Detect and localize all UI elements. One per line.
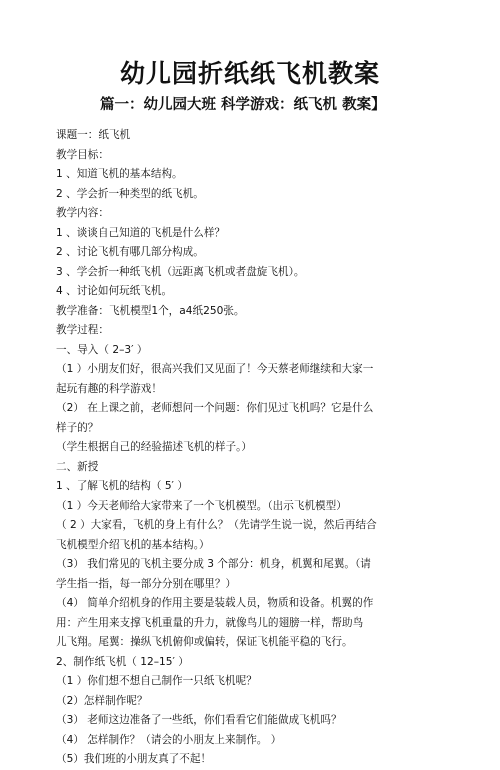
- text-line: （5）我们班的小朋友真了不起！: [56, 753, 212, 765]
- text-line: 课题一：纸飞机: [56, 129, 131, 141]
- text-line: （3） 我们常见的飞机主要分成 3 个部分：机身，机翼和尾翼。（请: [56, 558, 371, 570]
- text-line: 2 、学会折一种类型的纸飞机。: [56, 187, 204, 200]
- text-line: （4） 怎样制作？（请会的小朋友上来制作。 ）: [56, 733, 282, 746]
- text-line: 1 、了解飞机的结构（ 5′ ）: [56, 480, 188, 492]
- text-line: （3） 老师这边准备了一些纸，你们看看它们能做成飞机吗？: [56, 714, 342, 726]
- text-line: 样子的？: [56, 421, 99, 434]
- text-line: 飞机模型介绍飞机的基本结构。）: [56, 538, 210, 551]
- document-title: 幼儿园折纸纸飞机教案: [119, 59, 380, 88]
- text-line: （学生根据自己的经验描述飞机的样子。）: [56, 441, 252, 453]
- text-line: 学生指一指，每一部分分别在哪里？）: [56, 577, 237, 590]
- text-line: 教学过程：: [56, 324, 109, 336]
- document-body: [56, 126, 476, 770]
- document-subtitle: 篇一：幼儿园大班 科学游戏：纸飞机 教案】: [100, 97, 386, 113]
- text-line: 1 、谈谈自己知道的飞机是什么样？: [56, 226, 226, 239]
- text-line: 4 、讨论如何玩纸飞机。: [56, 285, 173, 297]
- text-line: 儿飞翔。尾翼：操纵飞机俯仰或偏转，保证飞机能平稳的飞行。: [56, 636, 353, 648]
- text-line: （1 ）你们想不想自己制作一只纸飞机呢？: [56, 675, 257, 687]
- text-line: 1 、知道飞机的基本结构。: [56, 168, 183, 180]
- text-line: 一、导入（ 2–3′ ）: [56, 343, 148, 356]
- text-line: 教学内容：: [56, 207, 109, 219]
- text-line: 起玩有趣的科学游戏！: [56, 382, 162, 395]
- text-line: 2、制作纸飞机（ 12–15′ ）: [56, 655, 189, 668]
- text-line: 教学准备：飞机模型1个，a4纸250张。: [56, 304, 245, 317]
- text-line: （ 2 ）大家看，飞机的身上有什么？（先请学生说一说，然后再结合: [56, 519, 377, 531]
- text-line: 二、新授: [56, 460, 99, 473]
- text-line: 教学目标：: [56, 148, 109, 161]
- text-line: （2）怎样制作呢？: [56, 694, 148, 707]
- text-line: （1 ）今天老师给大家带来了一个飞机模型。（出示飞机模型）: [56, 499, 347, 512]
- text-line: （2） 在上课之前，老师想问一个问题：你们见过飞机吗？它是什么: [56, 402, 374, 414]
- text-line: 2 、讨论飞机有哪几部分构成。: [56, 246, 204, 258]
- text-line: 3 、学会折一种纸飞机（远距离飞机或者盘旋飞机）。: [56, 265, 305, 278]
- text-line: （1 ）小朋友们好，很高兴我们又见面了！今天蔡老师继续和大家一: [56, 363, 374, 375]
- text-line: 用：产生用来支撑飞机重量的升力，就像鸟儿的翅膀一样，帮助鸟: [56, 616, 364, 629]
- text-line: （4） 简单介绍机身的作用主要是装载人员，物质和设备。机翼的作: [56, 597, 374, 609]
